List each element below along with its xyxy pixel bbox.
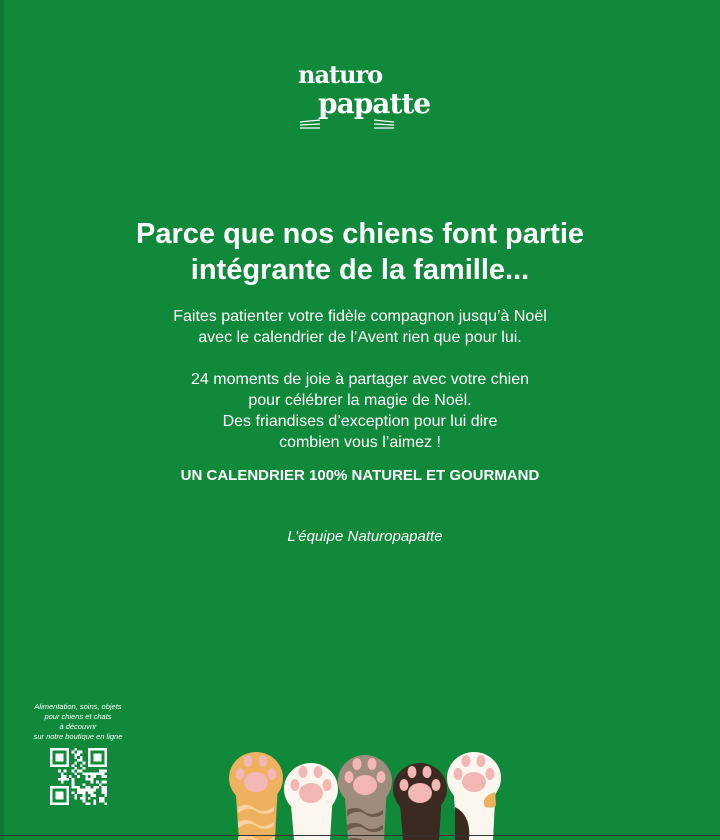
signature: L’équipe Naturopapatte [287,528,443,545]
body-line: pour célébrer la magie de Noël. [248,392,472,409]
shop-line: Alimentation, soins, objets [34,702,122,711]
dark-brown-paw [393,763,447,840]
calico-paw [447,752,501,840]
shop-line: à découvrir [59,722,97,731]
shop-line: sur notre boutique en ligne [33,732,123,741]
body-line: 24 moments de joie à partager avec votre chien [191,371,529,388]
logo-naturo: naturo [298,60,383,89]
white-paw [284,763,338,840]
body-line: Des friandises d’exception pour lui dire [222,413,498,430]
intro-line: avec le calendrier de l’Avent rien que pour lui. [198,329,522,346]
orange-tabby-paw [229,752,283,840]
headline-line: Parce que nos chiens font partie [136,218,584,250]
body-line: combien vous l’aimez ! [279,434,441,451]
intro-line: Faites patienter votre fidèle compagnon jusqu’à Noël [173,308,547,325]
tagline: UN CALENDRIER 100% NATUREL ET GOURMAND [180,467,540,484]
trim-line [0,835,720,836]
grey-tabby-paw [338,755,392,840]
headline-line: intégrante de la famille... [190,254,530,286]
logo-papatte: papatte [318,87,431,120]
shop-line: pour chiens et chats [44,712,112,721]
